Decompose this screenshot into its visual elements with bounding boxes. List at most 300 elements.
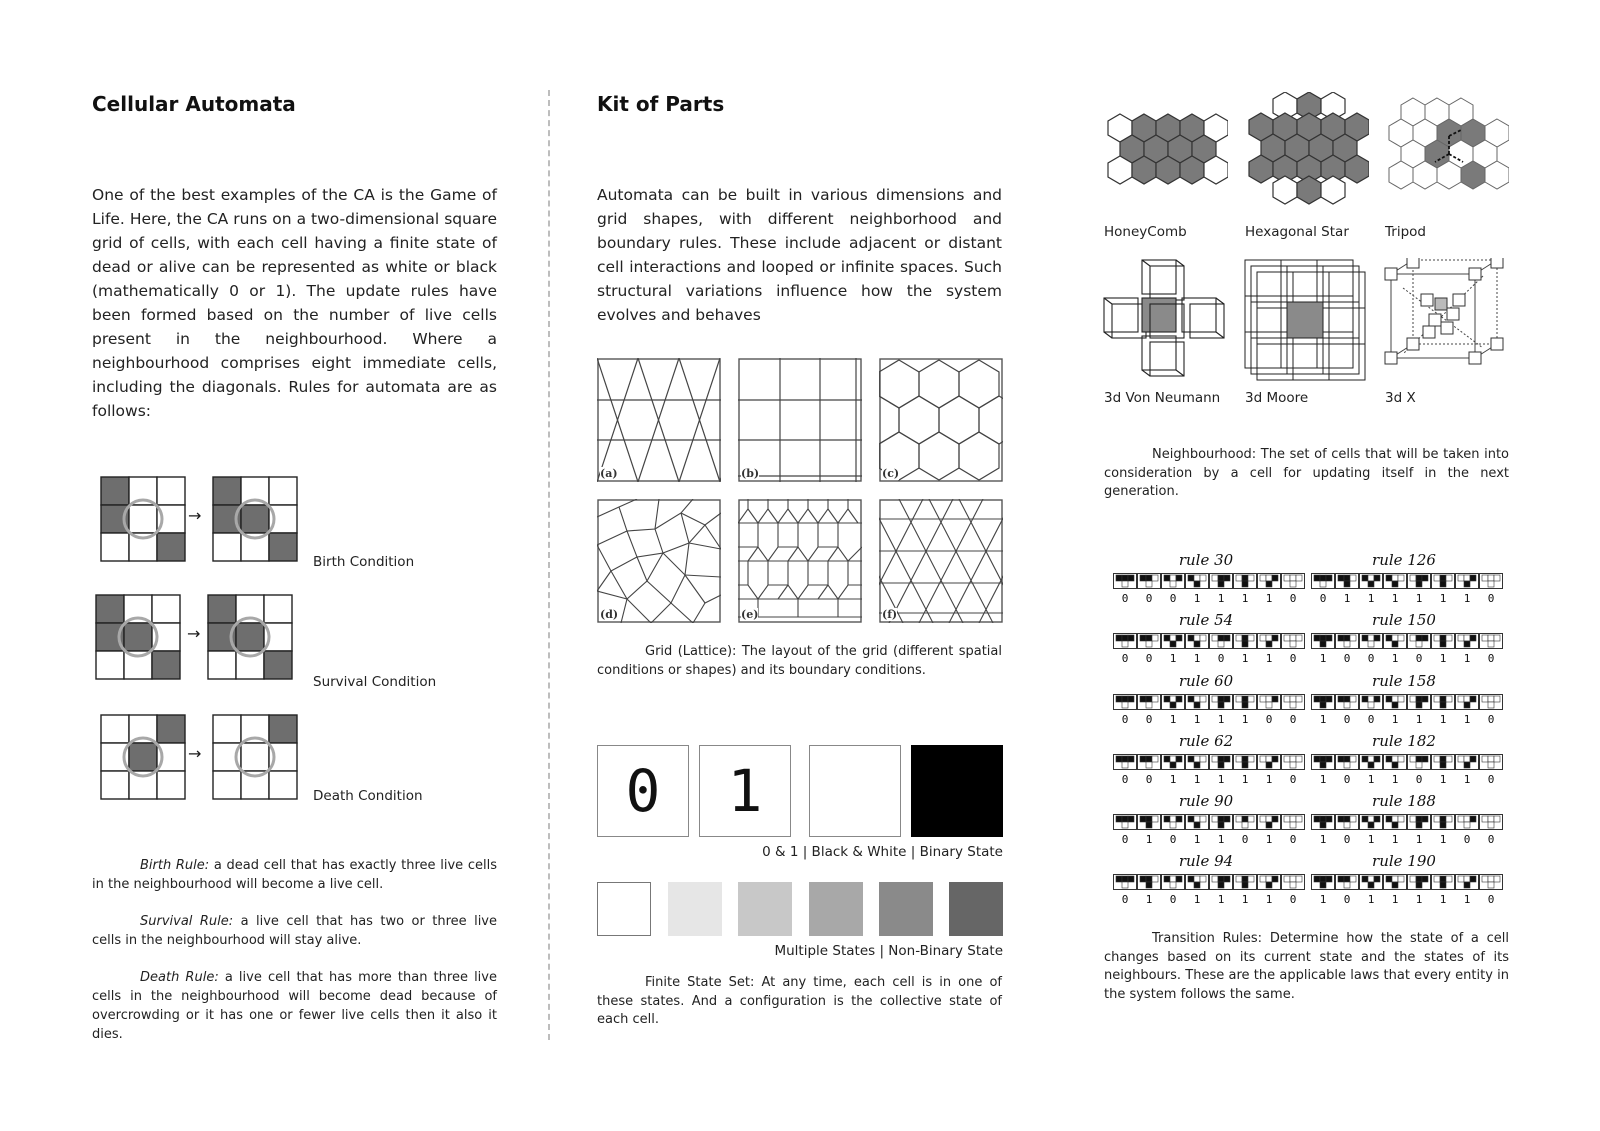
rule-neighbour-square [1314, 756, 1320, 762]
rule-neighbour-square [1296, 876, 1302, 882]
rule-bit: 0 [1265, 713, 1273, 726]
rule-bit: 1 [1463, 713, 1471, 726]
rule-output-square [1266, 882, 1272, 888]
rule-neighbour-square [1284, 635, 1290, 641]
rule-neighbour-square [1188, 876, 1194, 882]
rule-bit: 0 [1289, 713, 1297, 726]
rule-neighbour-square [1326, 696, 1332, 702]
rule-output-square [1440, 702, 1446, 708]
rule-neighbour-square [1314, 696, 1320, 702]
rule-name: rule 30 [1178, 551, 1234, 569]
state-one-box: 1 [699, 745, 791, 837]
rule-bit: 1 [1439, 592, 1447, 605]
rule-pattern-strip [1113, 814, 1305, 830]
rule-output-square [1194, 822, 1200, 828]
binary-state-caption: 0 & 1 | Black & White | Binary State [762, 844, 1003, 860]
rule-pattern-strip [1311, 814, 1503, 830]
rule-neighbour-square [1116, 575, 1122, 581]
survival-rule-text: a live cell that has two or three live cells in the neighbourhood will stay alive. [92, 914, 498, 948]
rule-neighbour-square [1122, 635, 1128, 641]
rule-neighbour-square [1422, 756, 1428, 762]
rule-neighbour-square [1368, 876, 1374, 882]
rule-pattern-cell [1210, 695, 1233, 710]
rule-neighbour-square [1350, 635, 1356, 641]
rule-neighbour-square [1260, 756, 1266, 762]
rule-neighbour-square [1494, 756, 1500, 762]
rule-bit: 1 [1391, 773, 1399, 786]
rule-neighbour-square [1218, 756, 1224, 762]
rule-pattern-cell [1360, 875, 1383, 890]
rule-neighbour-square [1320, 816, 1326, 822]
rule-neighbour-square [1314, 575, 1320, 581]
finite-state-caption-text: Finite State Set: At any time, each cell is in one of these states. And a configuration is the collective state of each cell. [597, 975, 1002, 1027]
rule-output-square [1344, 641, 1350, 647]
rule-pattern-cell [1336, 875, 1359, 890]
rule-neighbour-square [1170, 876, 1176, 882]
rule-bit: 0 [1121, 592, 1129, 605]
rule-neighbour-square [1482, 816, 1488, 822]
rule-pattern-cell [1186, 755, 1209, 770]
rule-neighbour-square [1494, 575, 1500, 581]
rule-neighbour-square [1248, 575, 1254, 581]
rule-pattern-cell [1408, 695, 1431, 710]
rule-output-square [1320, 822, 1326, 828]
rule-neighbour-square [1422, 876, 1428, 882]
rule-output-square [1368, 822, 1374, 828]
rule-neighbour-square [1224, 696, 1230, 702]
rule-neighbour-square [1422, 575, 1428, 581]
rule-neighbour-square [1272, 876, 1278, 882]
rule-output-square [1440, 641, 1446, 647]
rule-output-square [1122, 762, 1128, 768]
rule-neighbour-square [1260, 876, 1266, 882]
rule-neighbour-square [1416, 635, 1422, 641]
rule-pattern-cell [1114, 695, 1137, 710]
rule-neighbour-square [1260, 816, 1266, 822]
rule-pattern-cell [1162, 815, 1185, 830]
rule-pattern-cell [1456, 634, 1479, 649]
rule-neighbour-square [1248, 696, 1254, 702]
rule-output-square [1194, 581, 1200, 587]
honeycomb-diagram [1102, 108, 1228, 202]
rule-neighbour-square [1290, 816, 1296, 822]
rule-name: rule 158 [1372, 672, 1436, 690]
rule-bit: 1 [1415, 592, 1423, 605]
rule-neighbour-square [1146, 816, 1152, 822]
rule-name: rule 182 [1372, 732, 1436, 750]
rule-neighbour-square [1290, 756, 1296, 762]
rule-neighbour-square [1350, 575, 1356, 581]
rule-output-bits [1113, 592, 1305, 605]
rule-pattern-cell [1138, 574, 1161, 589]
rule-neighbour-square [1362, 635, 1368, 641]
rule-neighbour-square [1116, 635, 1122, 641]
rule-neighbour-square [1140, 876, 1146, 882]
rule-output-square [1218, 882, 1224, 888]
rule-pattern-cell [1162, 695, 1185, 710]
rule-pattern-cell [1258, 875, 1281, 890]
rule-pattern-cell [1258, 574, 1281, 589]
rule-neighbour-square [1170, 635, 1176, 641]
rule-neighbour-square [1350, 696, 1356, 702]
rule-neighbour-square [1164, 575, 1170, 581]
rule-pattern-cell [1480, 574, 1503, 589]
transition-rules-caption [1104, 930, 1509, 1004]
rule-neighbour-square [1338, 816, 1344, 822]
rule-output-square [1266, 581, 1272, 587]
rule-neighbour-square [1290, 635, 1296, 641]
rule-neighbour-square [1458, 816, 1464, 822]
rule-output-square [1266, 702, 1272, 708]
rule-neighbour-square [1248, 876, 1254, 882]
rule-name: rule 62 [1178, 732, 1234, 750]
rule-output-bits [1311, 713, 1503, 726]
rule-output-square [1464, 882, 1470, 888]
rule-output-square [1464, 581, 1470, 587]
rule-output-square [1290, 882, 1296, 888]
rule-output-square [1344, 822, 1350, 828]
rule-pattern-cell [1408, 755, 1431, 770]
rule-pattern-cell [1312, 574, 1335, 589]
rule-neighbour-square [1470, 816, 1476, 822]
rule-pattern-cell [1234, 634, 1257, 649]
rule-pattern-cell [1360, 815, 1383, 830]
rule-neighbour-square [1266, 635, 1272, 641]
rule-neighbour-square [1410, 575, 1416, 581]
rule-neighbour-square [1440, 696, 1446, 702]
rule-bit: 1 [1367, 592, 1375, 605]
rule-neighbour-square [1446, 575, 1452, 581]
rule-neighbour-square [1284, 816, 1290, 822]
rule-neighbour-square [1362, 575, 1368, 581]
rule-pattern-cell [1456, 875, 1479, 890]
survival-condition-label: Survival Condition [313, 674, 437, 690]
death-condition-label: Death Condition [313, 788, 423, 804]
rule-neighbour-square [1188, 575, 1194, 581]
rule-neighbour-square [1176, 756, 1182, 762]
rule-neighbour-square [1194, 816, 1200, 822]
rule-name: rule 126 [1372, 551, 1436, 569]
rule-bit: 0 [1121, 652, 1129, 665]
rule-output-square [1170, 822, 1176, 828]
rule-neighbour-square [1260, 696, 1266, 702]
rule-neighbour-square [1398, 876, 1404, 882]
rule-neighbour-square [1434, 696, 1440, 702]
rule-neighbour-square [1422, 696, 1428, 702]
rule-bit: 0 [1121, 893, 1129, 906]
rule-pattern-cell [1138, 634, 1161, 649]
rule-bit: 0 [1169, 833, 1177, 846]
rule-output-square [1194, 762, 1200, 768]
rule-bit: 1 [1367, 833, 1375, 846]
rule-neighbour-square [1194, 696, 1200, 702]
rule-output-square [1290, 702, 1296, 708]
neighbourhood-caption-text: Neighbourhood: The set of cells that will be taken into consideration by a cell for updating itself in the next generation. [1104, 447, 1509, 499]
rule-neighbour-square [1344, 816, 1350, 822]
rule-output-square [1122, 702, 1128, 708]
rule-output-square [1464, 702, 1470, 708]
rule-bit: 1 [1319, 713, 1327, 726]
rule-pattern-cell [1258, 815, 1281, 830]
rule-neighbour-square [1284, 876, 1290, 882]
rule-bit: 0 [1343, 773, 1351, 786]
rule-neighbour-square [1344, 696, 1350, 702]
rule-pattern-cell [1210, 634, 1233, 649]
rule-output-bits [1311, 773, 1503, 786]
rule-pattern-cell [1480, 875, 1503, 890]
rule-bit: 0 [1241, 833, 1249, 846]
lattice-tag-b: (b) [741, 467, 760, 480]
rule-neighbour-square [1392, 696, 1398, 702]
rule-output-square [1266, 641, 1272, 647]
rule-output-square [1170, 762, 1176, 768]
rule-neighbour-square [1284, 575, 1290, 581]
rule-neighbour-square [1266, 575, 1272, 581]
rule-neighbour-square [1464, 816, 1470, 822]
rule-output-square [1170, 702, 1176, 708]
rule-pattern-cell [1408, 634, 1431, 649]
rule-bit: 0 [1145, 652, 1153, 665]
rule-pattern-cell [1432, 755, 1455, 770]
rule-neighbour-square [1482, 756, 1488, 762]
survival-rule-lead: Survival Rule: [140, 914, 234, 929]
rule-pattern-cell [1312, 755, 1335, 770]
rule-neighbour-square [1236, 575, 1242, 581]
rule-output-square [1320, 882, 1326, 888]
rule-output-square [1440, 882, 1446, 888]
rule-bit: 0 [1343, 652, 1351, 665]
rule-neighbour-square [1170, 575, 1176, 581]
lattice-square [738, 358, 862, 482]
rule-output-square [1392, 882, 1398, 888]
rule-output-square [1290, 762, 1296, 768]
rule-bit: 1 [1241, 893, 1249, 906]
rule-bit: 1 [1169, 713, 1177, 726]
rule-name: rule 60 [1178, 672, 1234, 690]
rule-bit: 1 [1391, 713, 1399, 726]
shade-swatch-1 [597, 882, 651, 936]
rule-neighbour-square [1464, 575, 1470, 581]
death-rule-lead: Death Rule: [140, 970, 219, 985]
rule-bit: 0 [1145, 773, 1153, 786]
rule-output-square [1218, 762, 1224, 768]
rule-pattern-cell [1336, 815, 1359, 830]
rule-neighbour-square [1398, 696, 1404, 702]
rule-neighbour-square [1446, 876, 1452, 882]
rule-pattern-cell [1336, 574, 1359, 589]
rule-bit: 0 [1367, 713, 1375, 726]
rule-pattern-cell [1186, 574, 1209, 589]
rule-neighbour-square [1464, 635, 1470, 641]
rule-neighbour-square [1218, 575, 1224, 581]
rule-output-bits [1113, 893, 1305, 906]
rule-neighbour-square [1116, 876, 1122, 882]
rule-neighbour-square [1176, 696, 1182, 702]
rule-neighbour-square [1296, 696, 1302, 702]
rule-neighbour-square [1212, 575, 1218, 581]
rule-pattern-strip [1113, 633, 1305, 649]
rule-neighbour-square [1344, 876, 1350, 882]
rule-neighbour-square [1320, 876, 1326, 882]
rule-output-square [1122, 882, 1128, 888]
rule-output-square [1416, 822, 1422, 828]
rule-bit: 1 [1439, 833, 1447, 846]
rule-neighbour-square [1338, 635, 1344, 641]
rule-neighbour-square [1194, 575, 1200, 581]
rule-neighbour-square [1284, 756, 1290, 762]
rule-output-square [1218, 702, 1224, 708]
rule-pattern-cell [1234, 815, 1257, 830]
rule-neighbour-square [1422, 816, 1428, 822]
rule-neighbour-square [1470, 635, 1476, 641]
birth-rule-lead: Birth Rule: [140, 858, 210, 873]
neighbourhood-caption [1104, 446, 1509, 502]
rule-bit: 1 [1415, 833, 1423, 846]
multiple-state-caption: Multiple States | Non-Binary State [774, 943, 1003, 959]
rule-bit: 1 [1193, 833, 1201, 846]
lattice-tag-e: (e) [741, 608, 759, 621]
rule-neighbour-square [1176, 575, 1182, 581]
rule-neighbour-square [1272, 635, 1278, 641]
rule-pattern-cell [1408, 815, 1431, 830]
rule-output-square [1146, 581, 1152, 587]
rule-bit: 1 [1241, 652, 1249, 665]
rule-name: rule 190 [1372, 852, 1436, 870]
rule-neighbour-square [1470, 696, 1476, 702]
rule-pattern-cell [1162, 574, 1185, 589]
rule-neighbour-square [1170, 756, 1176, 762]
rule-bit: 0 [1343, 833, 1351, 846]
rule-neighbour-square [1488, 575, 1494, 581]
death-arrow: → [188, 744, 202, 763]
rule-pattern-cell [1336, 695, 1359, 710]
rule-bit: 1 [1265, 652, 1273, 665]
rule-neighbour-square [1326, 575, 1332, 581]
rule-bit: 0 [1487, 773, 1495, 786]
rule-output-square [1122, 822, 1128, 828]
rule-bit: 0 [1289, 893, 1297, 906]
rule-neighbour-square [1482, 575, 1488, 581]
rule-output-square [1242, 581, 1248, 587]
rule-pattern-cell [1456, 574, 1479, 589]
rule-neighbour-square [1266, 756, 1272, 762]
rule-bit: 1 [1241, 713, 1249, 726]
rule-pattern-strip [1113, 694, 1305, 710]
rule-pattern-cell [1456, 815, 1479, 830]
rule-neighbour-square [1218, 696, 1224, 702]
rule-output-square [1122, 581, 1128, 587]
rule-neighbour-square [1410, 696, 1416, 702]
rule-neighbour-square [1344, 756, 1350, 762]
rule-neighbour-square [1488, 816, 1494, 822]
rule-neighbour-square [1242, 696, 1248, 702]
rule-neighbour-square [1236, 696, 1242, 702]
rule-output-square [1194, 641, 1200, 647]
rule-neighbour-square [1470, 575, 1476, 581]
rule-neighbour-square [1140, 816, 1146, 822]
rule-output-square [1218, 822, 1224, 828]
rule-output-square [1488, 581, 1494, 587]
rule-neighbour-square [1392, 876, 1398, 882]
rule-neighbour-square [1440, 575, 1446, 581]
rule-neighbour-square [1434, 876, 1440, 882]
rule-neighbour-square [1224, 876, 1230, 882]
rule-pattern-strip [1311, 573, 1503, 589]
rule-neighbour-square [1242, 816, 1248, 822]
death-condition-diagram [100, 714, 300, 806]
rule-output-square [1146, 641, 1152, 647]
rule-neighbour-square [1320, 575, 1326, 581]
survival-condition-diagram [95, 594, 295, 686]
death-rule-text: a live cell that has more than three live cells in the neighbourhood will become dead because of overcrowding or it has one or fewer live cells then it also it dies. [92, 970, 497, 1042]
rule-output-square [1440, 581, 1446, 587]
rule-neighbour-square [1236, 876, 1242, 882]
rule-neighbour-square [1338, 696, 1344, 702]
rule-neighbour-square [1296, 575, 1302, 581]
rule-neighbour-square [1494, 816, 1500, 822]
rule-pattern-cell [1384, 875, 1407, 890]
rule-neighbour-square [1326, 876, 1332, 882]
rule-name: rule 90 [1178, 792, 1234, 810]
moore-3d-diagram [1243, 258, 1369, 388]
rule-neighbour-square [1440, 876, 1446, 882]
rule-pattern-cell [1312, 695, 1335, 710]
rule-neighbour-square [1140, 756, 1146, 762]
rule-pattern-cell [1210, 755, 1233, 770]
rule-neighbour-square [1188, 756, 1194, 762]
rule-neighbour-square [1326, 816, 1332, 822]
rule-neighbour-square [1398, 635, 1404, 641]
rule-pattern-cell [1282, 815, 1305, 830]
lattice-tag-d: (d) [600, 608, 619, 621]
rule-neighbour-square [1242, 575, 1248, 581]
kit-of-parts-intro: Automata can be built in various dimensions and grid shapes, with different neighborhood and boundary rules. These include adjacent or distant cell interactions and looped or infinite spaces. Such structural variations influence how the system evolves and behaves [597, 186, 1002, 324]
rule-pattern-cell [1258, 695, 1281, 710]
rule-neighbour-square [1152, 635, 1158, 641]
rule-neighbour-square [1224, 816, 1230, 822]
rule-neighbour-square [1398, 756, 1404, 762]
rule-neighbour-square [1434, 816, 1440, 822]
rule-neighbour-square [1296, 756, 1302, 762]
rule-neighbour-square [1446, 635, 1452, 641]
rule-neighbour-square [1146, 635, 1152, 641]
rule-bit: 1 [1319, 833, 1327, 846]
rule-pattern-cell [1432, 574, 1455, 589]
rule-pattern-cell [1282, 574, 1305, 589]
rule-neighbour-square [1296, 816, 1302, 822]
rule-neighbour-square [1410, 876, 1416, 882]
rule-neighbour-square [1236, 816, 1242, 822]
state-black-box [911, 745, 1003, 837]
rule-neighbour-square [1128, 756, 1134, 762]
rule-neighbour-square [1482, 876, 1488, 882]
rule-output-square [1146, 822, 1152, 828]
rule-bit: 1 [1439, 713, 1447, 726]
rule-neighbour-square [1200, 696, 1206, 702]
rule-pattern-cell [1432, 634, 1455, 649]
rule-neighbour-square [1392, 756, 1398, 762]
rule-pattern-cell [1480, 695, 1503, 710]
hexagonal-star-label: Hexagonal Star [1245, 224, 1349, 240]
rule-neighbour-square [1122, 876, 1128, 882]
rule-bit: 1 [1169, 773, 1177, 786]
rule-output-bits [1113, 713, 1305, 726]
rule-output-square [1344, 702, 1350, 708]
rule-bit: 1 [1265, 592, 1273, 605]
rule-neighbour-square [1164, 816, 1170, 822]
rule-bit: 1 [1217, 592, 1225, 605]
rule-output-square [1290, 641, 1296, 647]
